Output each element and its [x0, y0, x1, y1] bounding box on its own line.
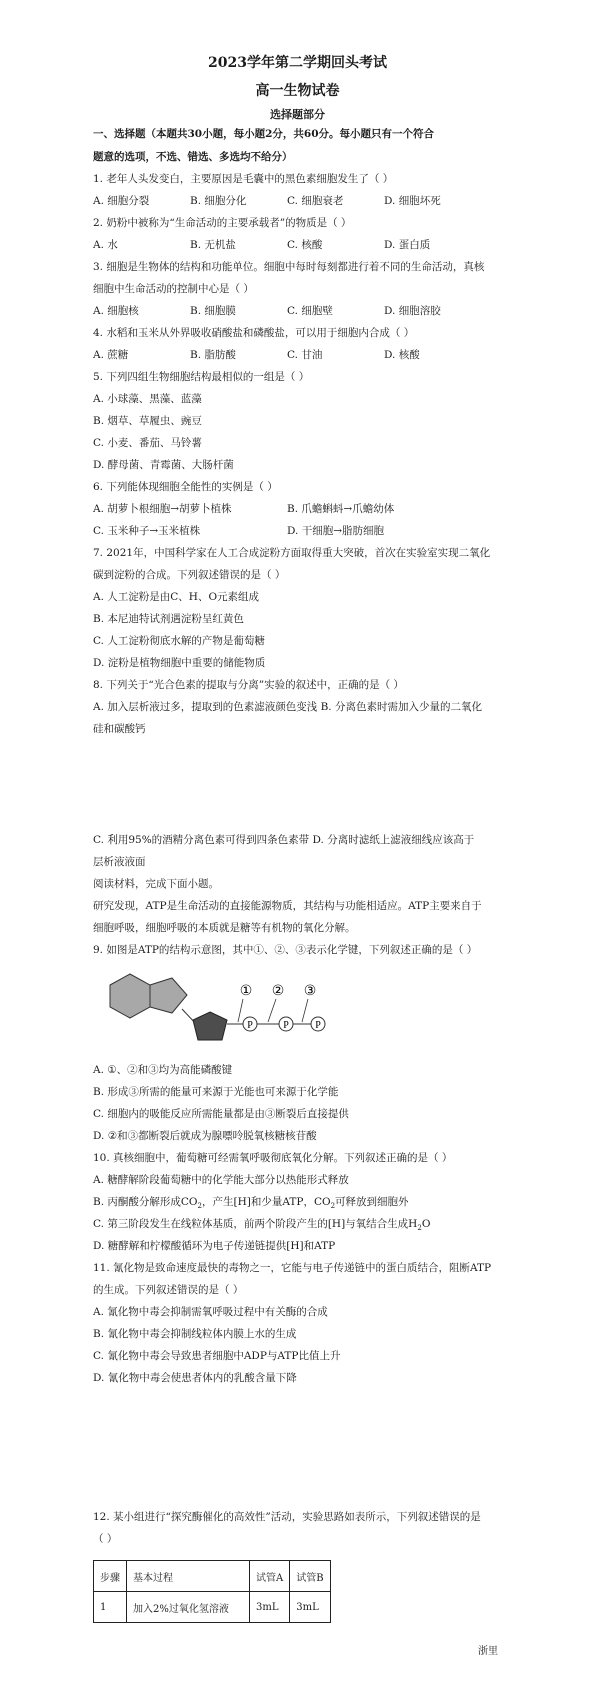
q1-stem: 1. 老年人头发变白，主要原因是毛囊中的黑色素细胞发生了（ ）	[93, 173, 394, 185]
q5-option-b: B. 烟草、草履虫、豌豆	[93, 415, 202, 427]
q2-option-d: D. 蛋白质	[384, 239, 431, 251]
table-cell: 3mL	[290, 1592, 330, 1623]
q10-option-b: B. 丙酮酸分解形成$CO_2$，产生[H]和少量ATP，$CO_2$可释放到细胞外	[93, 1196, 409, 1211]
table-cell: 1	[94, 1592, 127, 1623]
q11-option-c: C. 氰化物中毒会导致患者细胞中ADP与ATP比值上升	[93, 1350, 341, 1362]
q3-stem-line2: 细胞中生命活动的控制中心是（ ）	[93, 283, 254, 295]
q4-option-a: A. 蔗糖	[93, 349, 129, 361]
q1-option-a: A. 细胞分裂	[93, 195, 150, 207]
q8-stem: 8. 下列关于“光合色素的提取与分离”实验的叙述中，正确的是（ ）	[93, 679, 404, 691]
q3-option-d: D. 细胞溶胶	[384, 305, 441, 317]
bond-3-pointer	[302, 999, 308, 1022]
page-footer: 浙里	[478, 1646, 498, 1657]
section-heading-line2: 题意的选项，不选、错选、多选均不给分）	[93, 151, 293, 163]
adenine-hexagon	[110, 974, 150, 1018]
q8-options-cd-line2: 层析液液面	[93, 856, 146, 868]
q9-option-b: B. 形成③所需的能量可来源于光能也可来源于化学能	[93, 1086, 339, 1098]
q4-option-c: C. 甘油	[287, 349, 323, 361]
q10-option-d: D. 糖酵解和柠檬酸循环为电子传递链提供[H]和ATP	[93, 1240, 336, 1252]
q2-option-b: B. 无机盐	[190, 239, 236, 251]
q4-option-b: B. 脂肪酸	[190, 349, 236, 361]
table-header-cell: 试管B	[290, 1561, 330, 1592]
q8-options-cd-line1: C. 利用95%的酒精分离色素可得到四条色素带 D. 分离时滤纸上滤液细线应该高于	[93, 834, 475, 846]
reading-intro: 阅读材料，完成下面小题。	[93, 878, 219, 890]
q1-option-b: B. 细胞分化	[190, 195, 247, 207]
q2-option-a: A. 水	[93, 239, 118, 251]
q6-option-b: B. 爪蟾蝌蚪→爪蟾幼体	[287, 503, 395, 515]
q3-stem-line1: 3. 细胞是生物体的结构和功能单位。细胞中每时每刻都进行着不同的生命活动，真核	[93, 261, 485, 273]
bond-3-label: ③	[303, 983, 317, 999]
table-header-cell: 基本过程	[127, 1561, 250, 1592]
section-heading-line1: 一、选择题（本题共30小题，每小题2分，共60分。每小题只有一个符合	[93, 128, 435, 140]
q9-option-c: C. 细胞内的吸能反应所需能量都是由③断裂后直接提供	[93, 1108, 349, 1120]
svg-text:P: P	[315, 1020, 321, 1031]
q10-option-a: A. 糖酵解阶段葡萄糖中的化学能大部分以热能形式释放	[93, 1174, 349, 1186]
q4-option-d: D. 核酸	[384, 349, 420, 361]
q5-stem: 5. 下列四组生物细胞结构最相似的一组是（ ）	[93, 371, 310, 383]
q3-option-b: B. 细胞膜	[190, 305, 236, 317]
q2-option-c: C. 核酸	[287, 239, 323, 251]
reading-paragraph-line1: 研究发现，ATP是生命活动的直接能源物质，其结构与功能相适应。ATP主要来自于	[93, 900, 482, 912]
q12-stem-line1: 12. 某小组进行“探究酶催化的高效性”活动，实验思路如表所示，下列叙述错误的是	[93, 1511, 481, 1523]
exam-title: 2023学年第二学期回头考试	[208, 55, 387, 71]
q7-option-b: B. 本尼迪特试剂遇淀粉呈红黄色	[93, 613, 244, 625]
svg-text:P: P	[283, 1020, 289, 1031]
exam-subtitle: 高一生物试卷	[255, 83, 340, 99]
atp-structure-diagram	[100, 965, 340, 1050]
table-row	[94, 1592, 331, 1623]
table-cell: 加入2%过氧化氢溶液	[127, 1592, 250, 1623]
table-cell: 3mL	[250, 1592, 290, 1623]
q7-option-c: C. 人工淀粉彻底水解的产物是葡萄糖	[93, 635, 265, 647]
q7-stem-line2: 碳到淀粉的合成。下列叙述错误的是（ ）	[93, 569, 286, 581]
adenine-pentagon	[150, 978, 187, 1013]
table-header-row	[94, 1561, 331, 1592]
q6-option-c: C. 玉米种子→玉米植株	[93, 525, 201, 537]
q1-option-c: C. 细胞衰老	[287, 195, 344, 207]
q7-option-d: D. 淀粉是植物细胞中重要的储能物质	[93, 657, 266, 669]
q10-stem: 10. 真核细胞中，葡萄糖可经需氧呼吸彻底氧化分解。下列叙述正确的是（ ）	[93, 1152, 453, 1164]
q11-option-d: D. 氰化物中毒会使患者体内的乳酸含量下降	[93, 1372, 297, 1384]
table-header-cell: 步骤	[94, 1561, 127, 1592]
bond-2-pointer	[268, 999, 276, 1022]
q10-option-c: C. 第三阶段发生在线粒体基质，前两个阶段产生的[H]与氧结合生成$H_2O$	[93, 1218, 431, 1233]
q11-stem-line1: 11. 氰化物是致命速度最快的毒物之一，它能与电子传递链中的蛋白质结合，阻断ATP	[93, 1262, 492, 1274]
reading-paragraph-line2: 细胞呼吸，细胞呼吸的本质就是糖等有机物的氧化分解。	[93, 922, 356, 934]
bond-1-pointer	[238, 999, 243, 1022]
q8-options-ab-line2: 硅和碳酸钙	[93, 723, 146, 735]
q9-stem: 9. 如图是ATP的结构示意图，其中①、②、③表示化学键，下列叙述正确的是（ ）	[93, 944, 478, 956]
bond-2-label: ②	[271, 983, 285, 999]
q11-stem-line2: 的生成。下列叙述错误的是（ ）	[93, 1284, 244, 1296]
table-header-cell: 试管A	[250, 1561, 290, 1592]
q4-stem: 4. 水稻和玉米从外界吸收硝酸盐和磷酸盐，可以用于细胞内合成（ ）	[93, 327, 415, 339]
q9-option-a: A. ①、②和③均为高能磷酸键	[93, 1064, 233, 1076]
q1-option-d: D. 细胞坏死	[384, 195, 441, 207]
q6-option-a: A. 胡萝卜根细胞→胡萝卜植株	[93, 503, 232, 515]
q5-option-d: D. 酵母菌、青霉菌、大肠杆菌	[93, 459, 234, 471]
q6-stem: 6. 下列能体现细胞全能性的实例是（ ）	[93, 481, 278, 493]
q9-option-d: D. ②和③都断裂后就成为腺嘌呤脱氧核糖核苷酸	[93, 1130, 317, 1142]
q5-option-a: A. 小球藻、黑藻、蓝藻	[93, 393, 202, 405]
svg-text:P: P	[247, 1020, 253, 1031]
q3-option-c: C. 细胞壁	[287, 305, 333, 317]
part-heading: 选择题部分	[270, 108, 325, 121]
q7-stem-line1: 7. 2021年，中国科学家在人工合成淀粉方面取得重大突破，首次在实验室实现二氧化	[93, 547, 491, 559]
q11-option-b: B. 氰化物中毒会抑制线粒体内膜上水的生成	[93, 1328, 297, 1340]
q11-option-a: A. 氰化物中毒会抑制需氧呼吸过程中有关酶的合成	[93, 1306, 328, 1318]
q3-option-a: A. 细胞核	[93, 305, 139, 317]
q12-stem-line2: （ ）	[93, 1533, 118, 1545]
q2-stem: 2. 奶粉中被称为“生命活动的主要承载者”的物质是（ ）	[93, 217, 352, 229]
bond-1-label: ①	[239, 983, 253, 999]
q7-option-a: A. 人工淀粉是由C、H、O元素组成	[93, 591, 260, 603]
ribose-pentagon	[193, 1012, 227, 1040]
q12-experiment-table	[93, 1560, 331, 1623]
q8-options-ab-line1: A. 加入层析液过多，提取到的色素滤液颜色变浅 B. 分离色素时需加入少量的二氧化	[93, 701, 482, 713]
q6-option-d: D. 干细胞→脂肪细胞	[287, 525, 385, 537]
q5-option-c: C. 小麦、番茄、马铃薯	[93, 437, 202, 449]
